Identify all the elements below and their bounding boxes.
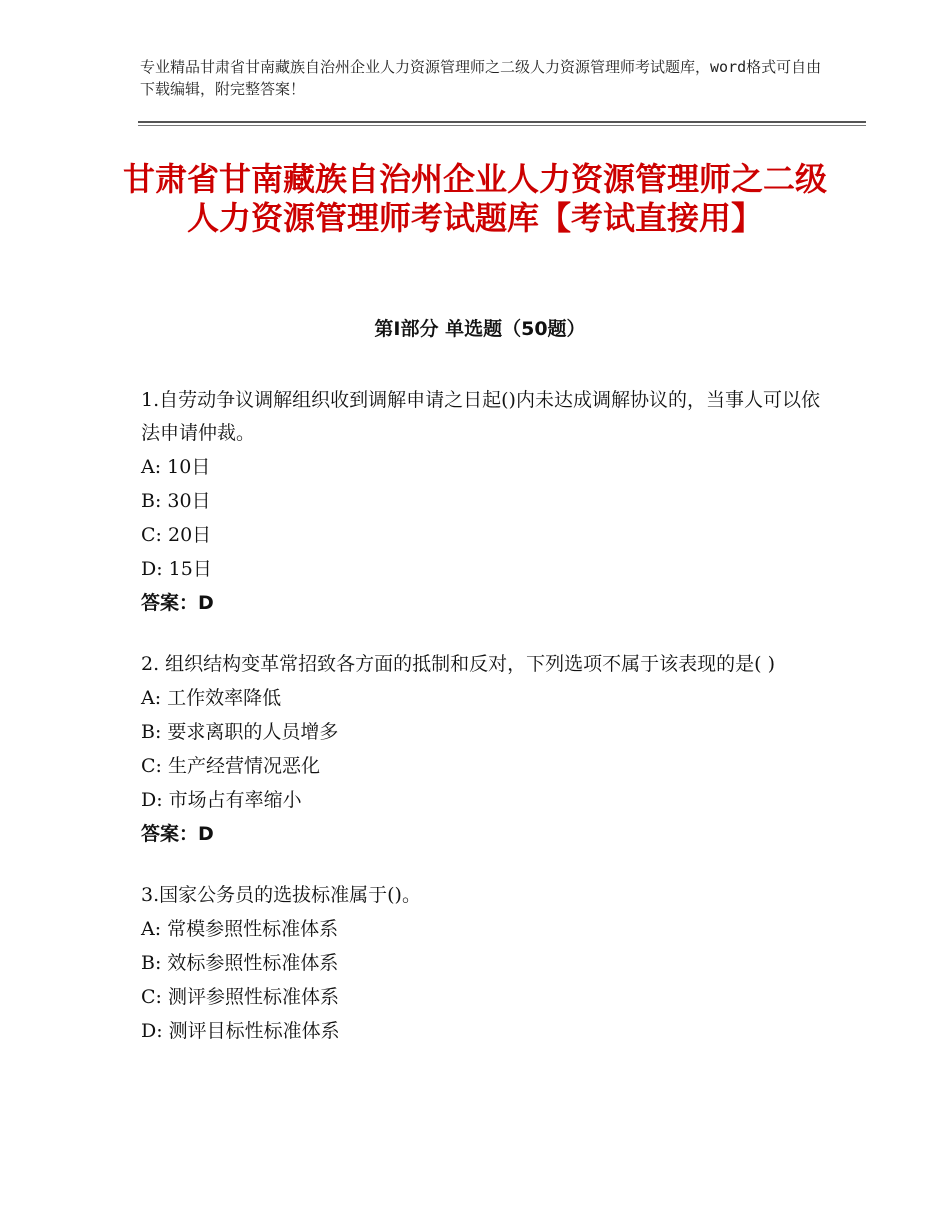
question-answer: 答案：D [141, 823, 214, 845]
header-divider [138, 121, 866, 123]
question-item [141, 879, 821, 1048]
question-stem: 3.国家公务员的选拔标准属于()。 [141, 884, 421, 906]
header-divider-thin [138, 125, 866, 126]
question-option: B: 效标参照性标准体系 [141, 952, 339, 974]
question-option: C: 20日 [141, 524, 212, 546]
question-option: C: 生产经营情况恶化 [141, 755, 320, 777]
question-stem: 1.自劳动争议调解组织收到调解申请之日起()内未达成调解协议的，当事人可以依法申请仲裁。 [141, 389, 820, 444]
question-option: C: 测评参照性标准体系 [141, 986, 339, 1008]
question-stem: 2. 组织结构变革常招致各方面的抵制和反对，下列选项不属于该表现的是( ) [141, 653, 776, 675]
document-title: 甘肃省甘南藏族自治州企业人力资源管理师之二级人力资源管理师考试题库【考试直接用】 [122, 160, 827, 237]
question-list [141, 384, 821, 1076]
question-option: D: 测评目标性标准体系 [141, 1020, 340, 1042]
question-option: B: 要求离职的人员增多 [141, 721, 339, 743]
section-heading: 第Ⅰ部分 单选题（50题） [374, 318, 586, 340]
header-note: 专业精品甘肃省甘南藏族自治州企业人力资源管理师之二级人力资源管理师考试题库，word格式可自由下载编辑，附完整答案！ [140, 58, 822, 98]
question-option: B: 30日 [141, 490, 211, 512]
question-option: D: 市场占有率缩小 [141, 789, 302, 811]
question-option: A: 工作效率降低 [141, 687, 282, 709]
question-answer: 答案：D [141, 592, 214, 614]
question-option: A: 常模参照性标准体系 [141, 918, 339, 940]
question-item [141, 648, 821, 851]
question-option: A: 10日 [141, 456, 211, 478]
question-item [141, 384, 821, 620]
question-option: D: 15日 [141, 558, 212, 580]
